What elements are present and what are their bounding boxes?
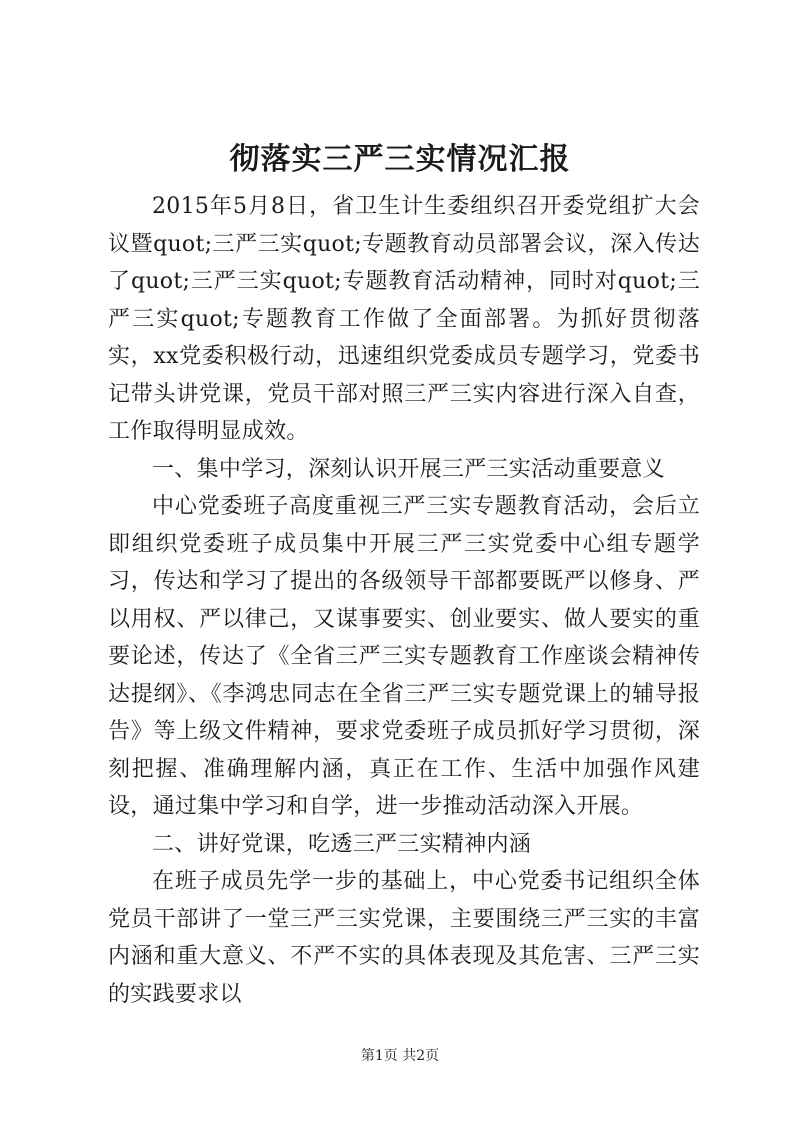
document-body xyxy=(108,188,700,1013)
document-title: 彻落实三严三实情况汇报 xyxy=(229,142,571,177)
intro-paragraph: 2015年5月8日，省卫生计生委组织召开委党组扩大会议暨quot;三严三实quot;专题教育动员部署会议，深入传达了quot;三严三实quot;专题教育活动精神，同时对quot;三严三实quot;专题教育工作做了全面部署。为抓好贯彻落实，xx党委积极行动，迅速组织党委成员专题学习，党委书记带头讲党课，党员干部对照三严三实内容进行深入自查，工作取得明显成效。 xyxy=(108,194,700,444)
section-heading-1: 一、集中学习，深刻认识开展三严三实活动重要意义 xyxy=(152,456,665,482)
page-footer: 第1页 共2页 xyxy=(360,1048,440,1064)
section-heading-2: 二、讲好党课，吃透三严三实精神内涵 xyxy=(152,831,532,857)
section-paragraph-2: 在班子成员先学一步的基础上，中心党委书记组织全体党员干部讲了一堂三严三实党课，主要围绕三严三实的丰富内涵和重大意义、不严不实的具体表现及其危害、三严三实的实践要求以 xyxy=(108,869,700,1007)
section-paragraph-1: 中心党委班子高度重视三严三实专题教育活动，会后立即组织党委班子成员集中开展三严三实党委中心组专题学习，传达和学习了提出的各级领导干部都要既严以修身、严以用权、严以律己，又谋事要实、创业要实、做人要实的重要论述，传达了《全省三严三实专题教育工作座谈会精神传达提纲》、《李鸿忠同志在全省三严三实专题党课上的辅导报告》等上级文件精神，要求党委班子成员抓好学习贯彻，深刻把握、准确理解内涵，真正在工作、生活中加强作风建设，通过集中学习和自学，进一步推动活动深入开展。 xyxy=(108,494,700,819)
